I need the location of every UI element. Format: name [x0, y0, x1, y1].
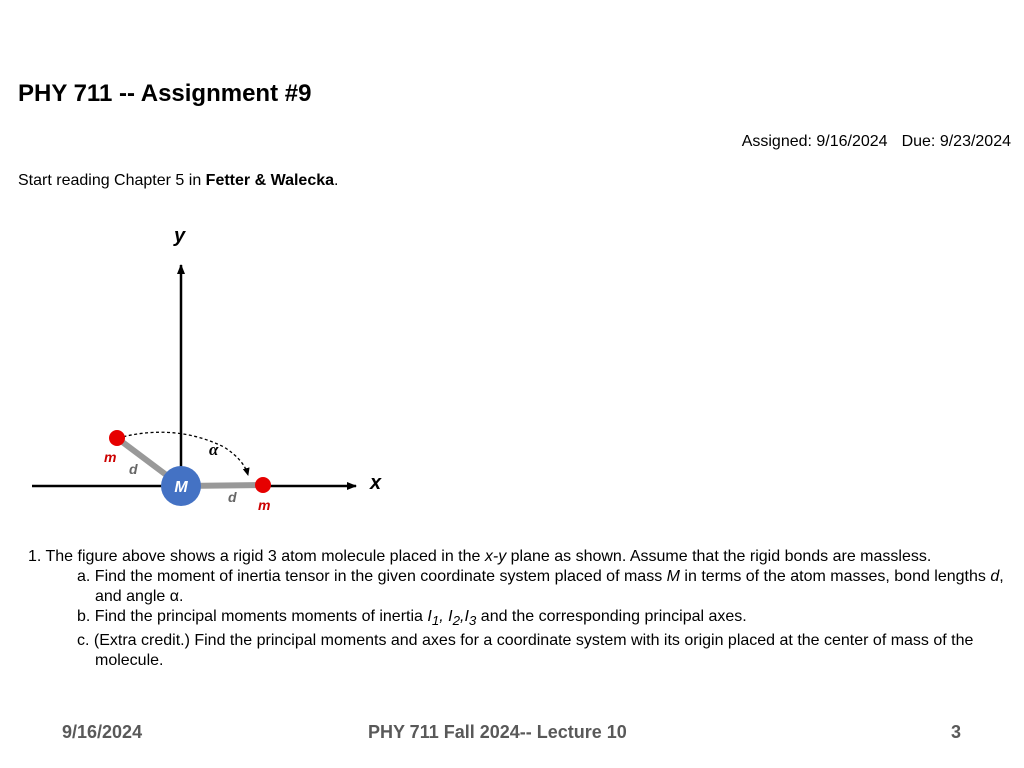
center-mass-label: M [174, 479, 188, 496]
inertia-symbol-1: I [427, 608, 432, 625]
mass-M-term: M [666, 568, 680, 585]
problem-1a-text-cont: in terms of the atom masses, bond lengths [679, 568, 991, 585]
problem-1b [28, 607, 1013, 631]
inertia-symbol-3: I [464, 608, 469, 625]
problem-1a-text-end: , and angle α. [95, 568, 1004, 605]
mass-label-right: m [258, 497, 271, 513]
footer-date: 9/16/2024 [62, 722, 143, 742]
problem-1a [28, 567, 1013, 607]
y-axis-label: y [174, 225, 186, 247]
problem-1-text-cont: plane as shown. Assume that the rigid bonds are massless. [506, 548, 932, 565]
footer-page-number: 3 [951, 722, 962, 742]
xy-plane-term: x-y [484, 548, 507, 565]
reading-suffix: . [334, 172, 339, 189]
reading-prefix: Start reading Chapter 5 in [18, 172, 206, 189]
reading-book: Fetter & Walecka [205, 172, 335, 189]
inertia-sep-2: , [460, 608, 465, 625]
molecule-diagram [0, 215, 420, 525]
inertia-sub-3: 3 [468, 613, 477, 629]
problem-1c: c. (Extra credit.) Find the principal moments and axes for a coordinate system with its origin placed at the center of mass of the molecule. [77, 632, 974, 670]
inertia-sep-1: , [439, 608, 449, 625]
footer-course: PHY 711 Fall 2024-- Lecture 10 [368, 722, 627, 742]
x-axis-label: x [370, 472, 382, 494]
inertia-sub-2: 2 [452, 613, 461, 629]
bond-length-term: d [990, 568, 1000, 585]
problem-1b-text-end: and the corresponding principal axes. [476, 608, 747, 625]
bond-label-right: d [228, 489, 237, 505]
bond-label-left: d [129, 461, 138, 477]
inertia-symbol-2: I [448, 608, 453, 625]
angle-label: α [209, 440, 219, 459]
reading-assignment [18, 172, 338, 190]
problem-1-text: 1. The figure above shows a rigid 3 atom molecule placed in the [28, 548, 485, 565]
small-mass-left [109, 430, 125, 446]
slide-title: PHY 711 -- Assignment #9 [18, 80, 312, 107]
problem-1a-text: a. Find the moment of inertia tensor in the given coordinate system placed of mass [77, 568, 667, 585]
problem-1b-text: b. Find the principal moments moments of inertia [77, 608, 428, 625]
mass-label-left: m [104, 449, 117, 465]
problem-1 [28, 547, 1013, 567]
problem-list [28, 547, 1013, 671]
assigned-date: Assigned: 9/16/2024 [741, 133, 888, 150]
due-date: Due: 9/23/2024 [901, 133, 1011, 150]
assignment-dates [742, 133, 1011, 151]
inertia-sub-1: 1 [431, 613, 440, 629]
small-mass-right [255, 477, 271, 493]
